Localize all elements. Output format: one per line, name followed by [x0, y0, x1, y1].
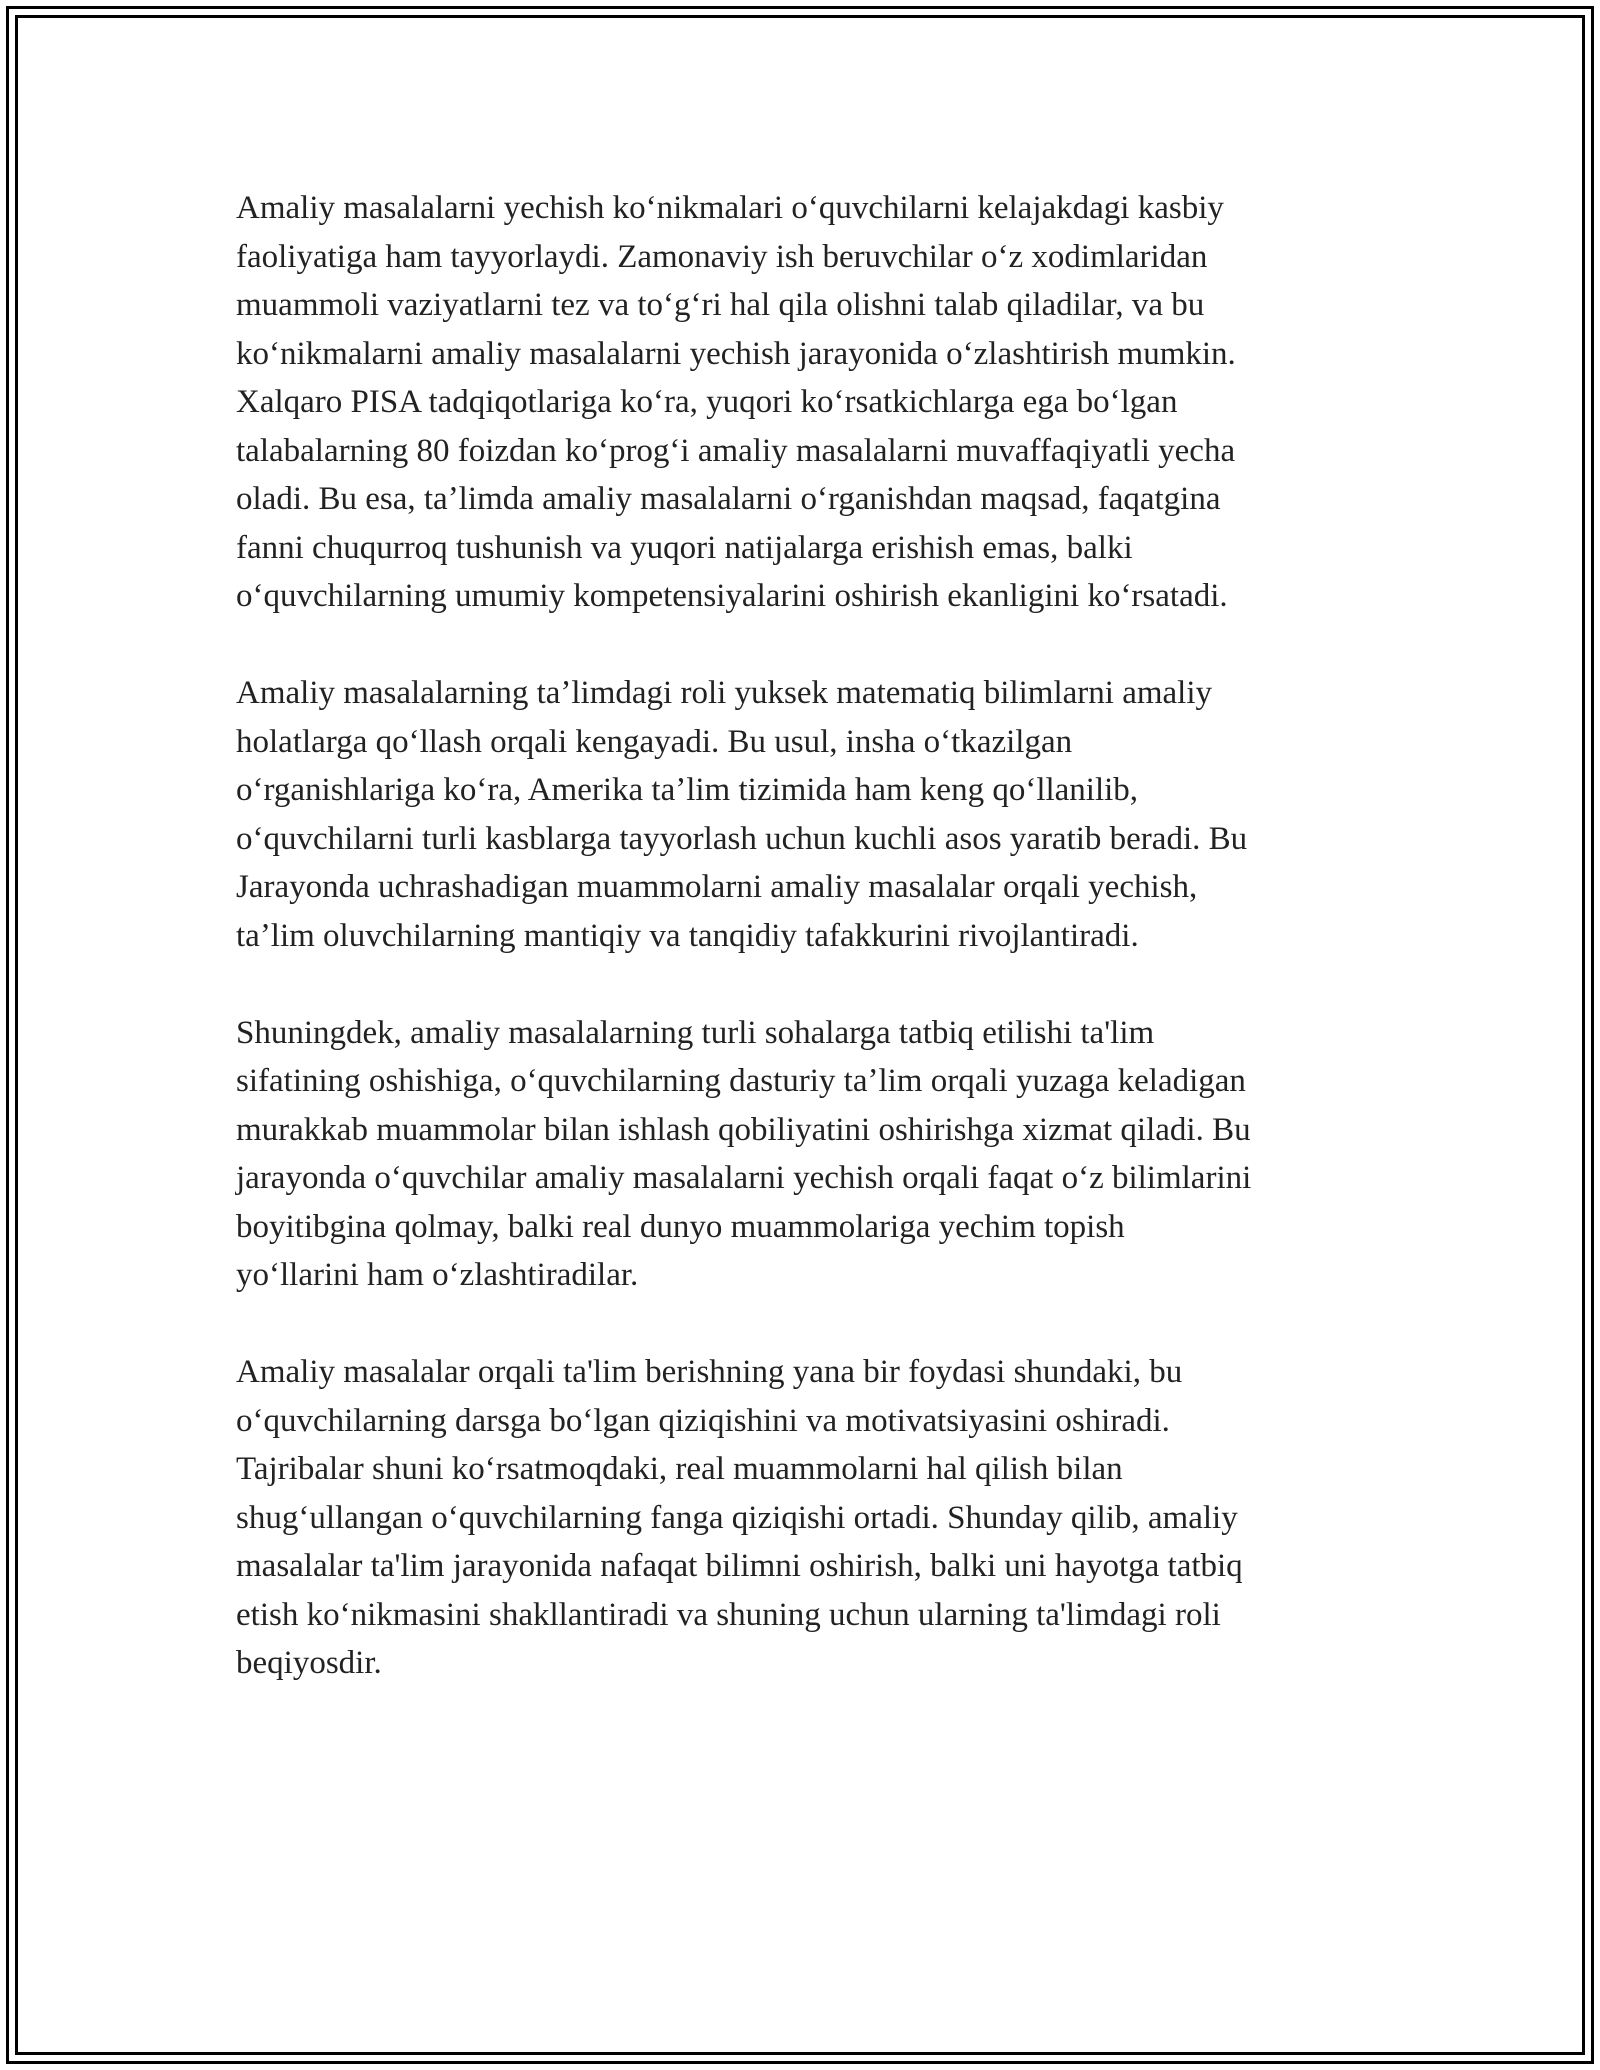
paragraph-2: Amaliy masalalarning taʼlimdagi roli yuksek matematiq bilimlarni amaliy holatlarga qoʻllash orqali kengayadi. Bu usul, insha oʻtkazilgan oʻrganishlariga koʻra, Amerika taʼlim tizimida ham keng qoʻllanilib, oʻquvchilarni turli kasblarga tayyorlash uchun kuchli asos yaratib beradi. Bu Jarayonda uchrashadigan muammolarni amaliy masalalar orqali yechish, taʼlim oluvchilarning mantiqiy va tanqidiy tafakkurini rivojlantiradi. [236, 675, 1248, 954]
document-body [236, 184, 1376, 1688]
paragraph-3: Shuningdek, amaliy masalalarning turli sohalarga tatbiq etilishi ta'lim sifatining oshishiga, oʻquvchilarning dasturiy taʼlim orqali yuzaga keladigan murakkab muammolar bilan ishlash qobiliyatini oshirishga xizmat qiladi. Bu jarayonda oʻquvchilar amaliy masalalarni yechish orqali faqat oʻz bilimlarini boyitibgina qolmay, balki real dunyo muammolariga yechim topish yoʻllarini ham oʻzlashtiradilar. [236, 1014, 1252, 1293]
paragraph-1: Amaliy masalalarni yechish koʻnikmalari oʻquvchilarni kelajakdagi kasbiy faoliyatiga ham tayyorlaydi. Zamonaviy ish beruvchilar oʻz xodimlaridan muammoli vaziyatlarni tez va toʻgʻri hal qila olishni talab qiladilar, va bu koʻnikmalarni amaliy masalalarni yechish jarayonida oʻzlashtirish mumkin. Xalqaro PISA tadqiqotlariga koʻra, yuqori koʻrsatkichlarga ega boʻlgan talabalarning 80 foizdan koʻprogʻi amaliy masalalarni muvaffaqiyatli yecha oladi. Bu esa, taʼlimda amaliy masalalarni oʻrganishdan maqsad, faqatgina fanni chuqurroq tushunish va yuqori natijalarga erishish emas, balki oʻquvchilarning umumiy kompetensiyalarini oshirish ekanligini koʻrsatadi. [236, 190, 1236, 614]
paragraph-4: Amaliy masalalar orqali ta'lim berishning yana bir foydasi shundaki, bu oʻquvchilarning darsga boʻlgan qiziqishini va motivatsiyasini oshiradi. Tajribalar shuni koʻrsatmoqdaki, real muammolarni hal qilish bilan shugʻullangan oʻquvchilarning fanga qiziqishi ortadi. Shunday qilib, amaliy masalalar ta'lim jarayonida nafaqat bilimni oshirish, balki uni hayotga tatbiq etish koʻnikmasini shakllantiradi va shuning uchun ularning ta'limdagi roli beqiyosdir. [236, 1354, 1243, 1681]
